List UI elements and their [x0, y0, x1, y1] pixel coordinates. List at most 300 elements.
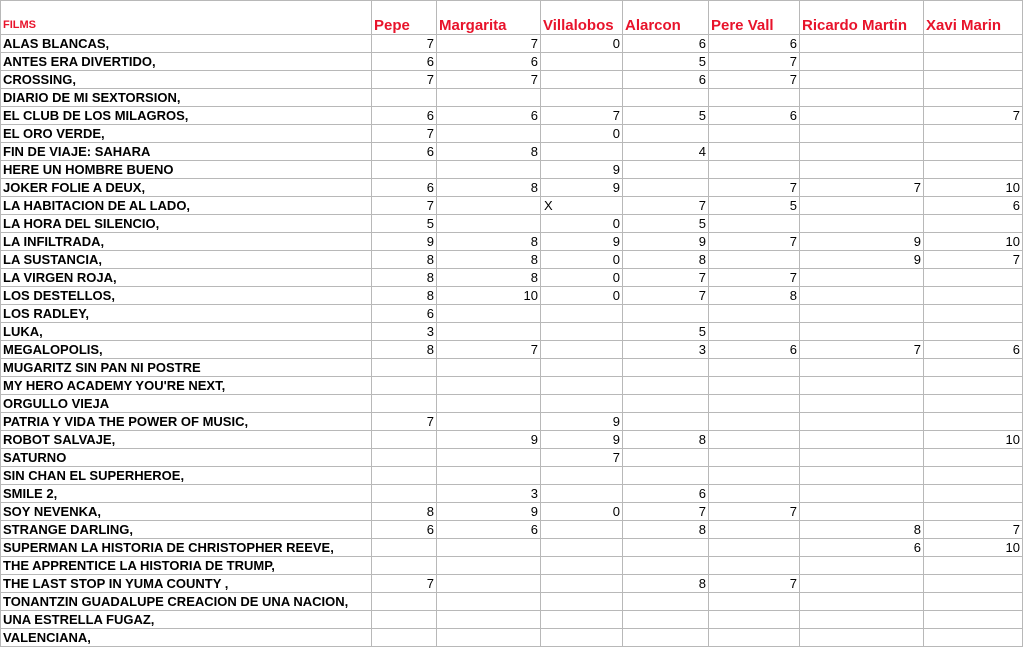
score-cell[interactable]: [437, 593, 541, 611]
score-cell[interactable]: [924, 305, 1023, 323]
score-cell[interactable]: 7: [437, 341, 541, 359]
table-row: [1, 197, 1023, 215]
score-cell[interactable]: [924, 89, 1023, 107]
score-cell[interactable]: [800, 215, 924, 233]
film-title-cell[interactable]: HERE UN HOMBRE BUENO: [1, 161, 372, 179]
table-row: [1, 557, 1023, 575]
score-cell[interactable]: 9: [541, 161, 623, 179]
score-cell[interactable]: 8: [437, 179, 541, 197]
score-cell[interactable]: [924, 629, 1023, 647]
score-cell[interactable]: [541, 377, 623, 395]
score-cell[interactable]: [541, 71, 623, 89]
score-cell[interactable]: 9: [372, 233, 437, 251]
score-cell[interactable]: 7: [709, 269, 800, 287]
score-cell[interactable]: [709, 125, 800, 143]
score-cell[interactable]: [437, 629, 541, 647]
score-cell[interactable]: [437, 359, 541, 377]
score-cell[interactable]: 6: [709, 35, 800, 53]
score-cell[interactable]: 7: [372, 35, 437, 53]
table-row: [1, 305, 1023, 323]
score-cell[interactable]: 9: [541, 179, 623, 197]
score-cell[interactable]: 9: [800, 233, 924, 251]
score-cell[interactable]: 6: [372, 179, 437, 197]
score-cell[interactable]: [924, 557, 1023, 575]
score-cell[interactable]: 8: [800, 521, 924, 539]
score-cell[interactable]: [623, 395, 709, 413]
score-cell[interactable]: 6: [800, 539, 924, 557]
score-cell[interactable]: 7: [709, 233, 800, 251]
score-cell[interactable]: [623, 611, 709, 629]
film-title-cell[interactable]: SATURNO: [1, 449, 372, 467]
score-cell[interactable]: 0: [541, 35, 623, 53]
score-cell[interactable]: 7: [623, 287, 709, 305]
score-cell[interactable]: [541, 323, 623, 341]
score-cell[interactable]: [623, 161, 709, 179]
score-cell[interactable]: [924, 269, 1023, 287]
score-cell[interactable]: [541, 485, 623, 503]
film-title-cell[interactable]: SMILE 2,: [1, 485, 372, 503]
critic-header-margarita[interactable]: Margarita: [437, 1, 541, 35]
score-cell[interactable]: [924, 575, 1023, 593]
score-cell[interactable]: 7: [623, 503, 709, 521]
score-cell[interactable]: [709, 539, 800, 557]
score-cell[interactable]: [800, 107, 924, 125]
score-cell[interactable]: [800, 359, 924, 377]
score-cell[interactable]: [709, 611, 800, 629]
score-cell[interactable]: [800, 503, 924, 521]
score-cell[interactable]: [541, 143, 623, 161]
table-row: [1, 215, 1023, 233]
score-cell[interactable]: [924, 71, 1023, 89]
score-cell[interactable]: 0: [541, 287, 623, 305]
score-cell[interactable]: 6: [372, 107, 437, 125]
table-row: [1, 539, 1023, 557]
score-cell[interactable]: [924, 395, 1023, 413]
score-cell[interactable]: 0: [541, 125, 623, 143]
film-title-cell[interactable]: LA SUSTANCIA,: [1, 251, 372, 269]
score-cell[interactable]: 10: [924, 179, 1023, 197]
score-cell[interactable]: [541, 629, 623, 647]
score-cell[interactable]: [709, 395, 800, 413]
score-cell[interactable]: 5: [623, 107, 709, 125]
critic-header-pere-vall[interactable]: Pere Vall: [709, 1, 800, 35]
score-cell[interactable]: 6: [623, 35, 709, 53]
score-cell[interactable]: [372, 431, 437, 449]
score-cell[interactable]: [800, 35, 924, 53]
score-cell[interactable]: [800, 161, 924, 179]
score-cell[interactable]: [924, 485, 1023, 503]
score-cell[interactable]: 10: [437, 287, 541, 305]
score-cell[interactable]: [800, 449, 924, 467]
score-cell[interactable]: [437, 215, 541, 233]
score-cell[interactable]: [372, 359, 437, 377]
score-cell[interactable]: [709, 557, 800, 575]
score-cell[interactable]: 8: [437, 143, 541, 161]
score-cell[interactable]: 8: [372, 503, 437, 521]
score-cell[interactable]: 10: [924, 431, 1023, 449]
score-cell[interactable]: 6: [924, 197, 1023, 215]
score-cell[interactable]: 7: [372, 125, 437, 143]
critic-header-xavi-marin[interactable]: Xavi Marin: [924, 1, 1023, 35]
score-cell[interactable]: 6: [437, 521, 541, 539]
score-cell[interactable]: [800, 53, 924, 71]
film-title-cell[interactable]: MUGARITZ SIN PAN NI POSTRE: [1, 359, 372, 377]
score-cell[interactable]: 7: [800, 179, 924, 197]
score-cell[interactable]: 3: [437, 485, 541, 503]
score-cell[interactable]: [541, 395, 623, 413]
score-cell[interactable]: [800, 71, 924, 89]
score-cell[interactable]: [372, 611, 437, 629]
film-title-cell[interactable]: ROBOT SALVAJE,: [1, 431, 372, 449]
score-cell[interactable]: [924, 359, 1023, 377]
score-cell[interactable]: 8: [437, 233, 541, 251]
table-row: [1, 89, 1023, 107]
score-cell[interactable]: 0: [541, 503, 623, 521]
score-cell[interactable]: [800, 413, 924, 431]
score-cell[interactable]: 8: [709, 287, 800, 305]
score-cell[interactable]: [800, 611, 924, 629]
score-cell[interactable]: 6: [623, 485, 709, 503]
film-title-cell[interactable]: EL ORO VERDE,: [1, 125, 372, 143]
score-cell[interactable]: 7: [709, 503, 800, 521]
score-cell[interactable]: 6: [437, 53, 541, 71]
score-cell[interactable]: [709, 431, 800, 449]
score-cell[interactable]: 8: [623, 251, 709, 269]
film-title-cell[interactable]: FIN DE VIAJE: SAHARA: [1, 143, 372, 161]
film-title-cell[interactable]: ANTES ERA DIVERTIDO,: [1, 53, 372, 71]
score-cell[interactable]: [372, 557, 437, 575]
header-row: [1, 1, 1023, 35]
table-row: [1, 35, 1023, 53]
score-cell[interactable]: [623, 359, 709, 377]
score-cell[interactable]: [541, 305, 623, 323]
score-cell[interactable]: [623, 89, 709, 107]
score-cell[interactable]: [709, 143, 800, 161]
score-cell[interactable]: 7: [709, 71, 800, 89]
score-cell[interactable]: [541, 557, 623, 575]
film-title-cell[interactable]: VALENCIANA,: [1, 629, 372, 647]
table-row: [1, 395, 1023, 413]
table-row: [1, 485, 1023, 503]
score-cell[interactable]: 6: [623, 71, 709, 89]
score-cell[interactable]: [541, 521, 623, 539]
score-cell[interactable]: 8: [623, 575, 709, 593]
score-cell[interactable]: 7: [372, 197, 437, 215]
score-cell[interactable]: 7: [800, 341, 924, 359]
score-cell[interactable]: [709, 377, 800, 395]
score-cell[interactable]: [541, 539, 623, 557]
score-cell[interactable]: [924, 413, 1023, 431]
film-title-cell[interactable]: LA HORA DEL SILENCIO,: [1, 215, 372, 233]
score-cell[interactable]: [709, 359, 800, 377]
score-cell[interactable]: [372, 629, 437, 647]
score-cell[interactable]: [709, 161, 800, 179]
score-cell[interactable]: [709, 215, 800, 233]
film-title-cell[interactable]: TONANTZIN GUADALUPE CREACION DE UNA NACION,: [1, 593, 372, 611]
score-cell[interactable]: [437, 611, 541, 629]
score-cell[interactable]: [924, 53, 1023, 71]
score-cell[interactable]: [709, 485, 800, 503]
score-cell[interactable]: [800, 89, 924, 107]
films-header-cell[interactable]: FILMS: [1, 1, 372, 35]
score-cell[interactable]: 5: [623, 53, 709, 71]
score-cell[interactable]: 6: [372, 53, 437, 71]
score-cell[interactable]: 9: [800, 251, 924, 269]
score-cell[interactable]: 9: [623, 233, 709, 251]
film-title-cell[interactable]: LA HABITACION DE AL LADO,: [1, 197, 372, 215]
score-cell[interactable]: 8: [372, 287, 437, 305]
table-row: [1, 359, 1023, 377]
film-title-cell[interactable]: THE APPRENTICE LA HISTORIA DE TRUMP,: [1, 557, 372, 575]
score-cell[interactable]: [924, 467, 1023, 485]
critic-header-pepe[interactable]: Pepe: [372, 1, 437, 35]
score-cell[interactable]: 8: [372, 251, 437, 269]
score-cell[interactable]: 9: [437, 503, 541, 521]
score-cell[interactable]: 7: [623, 269, 709, 287]
score-cell[interactable]: [924, 593, 1023, 611]
score-cell[interactable]: [924, 323, 1023, 341]
score-cell[interactable]: [623, 305, 709, 323]
score-cell[interactable]: 6: [437, 107, 541, 125]
film-title-cell[interactable]: JOKER FOLIE A DEUX,: [1, 179, 372, 197]
score-cell[interactable]: 8: [623, 431, 709, 449]
score-cell[interactable]: [800, 269, 924, 287]
score-cell[interactable]: [924, 377, 1023, 395]
score-cell[interactable]: [924, 503, 1023, 521]
score-cell[interactable]: [372, 377, 437, 395]
score-cell[interactable]: 5: [623, 323, 709, 341]
score-cell[interactable]: [800, 467, 924, 485]
score-cell[interactable]: 7: [924, 107, 1023, 125]
score-cell[interactable]: [709, 89, 800, 107]
film-title-cell[interactable]: LOS RADLEY,: [1, 305, 372, 323]
score-cell[interactable]: [437, 467, 541, 485]
score-cell[interactable]: 0: [541, 251, 623, 269]
score-cell[interactable]: 7: [437, 71, 541, 89]
table-row: [1, 593, 1023, 611]
score-cell[interactable]: 7: [623, 197, 709, 215]
score-cell[interactable]: [800, 593, 924, 611]
score-cell[interactable]: 8: [437, 269, 541, 287]
table-row: [1, 629, 1023, 647]
score-cell[interactable]: [623, 377, 709, 395]
score-cell[interactable]: [800, 575, 924, 593]
score-cell[interactable]: [623, 467, 709, 485]
film-title-cell[interactable]: MY HERO ACADEMY YOU'RE NEXT,: [1, 377, 372, 395]
film-title-cell[interactable]: SIN CHAN EL SUPERHEROE,: [1, 467, 372, 485]
score-cell[interactable]: 3: [372, 323, 437, 341]
film-title-cell[interactable]: LA VIRGEN ROJA,: [1, 269, 372, 287]
score-cell[interactable]: [623, 449, 709, 467]
score-cell[interactable]: 6: [372, 305, 437, 323]
score-cell[interactable]: 0: [541, 269, 623, 287]
score-cell[interactable]: [623, 593, 709, 611]
score-cell[interactable]: [924, 125, 1023, 143]
table-row: [1, 467, 1023, 485]
film-title-cell[interactable]: SUPERMAN LA HISTORIA DE CHRISTOPHER REEVE,: [1, 539, 372, 557]
score-cell[interactable]: 6: [372, 143, 437, 161]
score-cell[interactable]: [372, 449, 437, 467]
score-cell[interactable]: [623, 413, 709, 431]
score-cell[interactable]: [709, 593, 800, 611]
film-title-cell[interactable]: LOS DESTELLOS,: [1, 287, 372, 305]
score-cell[interactable]: 5: [372, 215, 437, 233]
score-cell[interactable]: [623, 557, 709, 575]
film-title-cell[interactable]: THE LAST STOP IN YUMA COUNTY ,: [1, 575, 372, 593]
film-title-cell[interactable]: SOY NEVENKA,: [1, 503, 372, 521]
film-title-cell[interactable]: STRANGE DARLING,: [1, 521, 372, 539]
film-title-cell[interactable]: DIARIO DE MI SEXTORSION,: [1, 89, 372, 107]
score-cell[interactable]: 0: [541, 215, 623, 233]
score-cell[interactable]: [372, 395, 437, 413]
score-cell[interactable]: [800, 323, 924, 341]
score-cell[interactable]: 6: [709, 107, 800, 125]
score-cell[interactable]: [924, 35, 1023, 53]
score-cell[interactable]: [924, 287, 1023, 305]
score-cell[interactable]: [924, 161, 1023, 179]
score-cell[interactable]: [800, 143, 924, 161]
score-cell[interactable]: [709, 305, 800, 323]
score-cell[interactable]: [800, 125, 924, 143]
score-cell[interactable]: [800, 629, 924, 647]
score-cell[interactable]: 7: [709, 53, 800, 71]
score-cell[interactable]: 8: [437, 251, 541, 269]
score-cell[interactable]: 6: [372, 521, 437, 539]
score-cell[interactable]: [372, 593, 437, 611]
film-title-cell[interactable]: MEGALOPOLIS,: [1, 341, 372, 359]
score-cell[interactable]: 9: [541, 431, 623, 449]
score-cell[interactable]: 7: [709, 575, 800, 593]
critic-header-alarcon[interactable]: Alarcon: [623, 1, 709, 35]
score-cell[interactable]: 10: [924, 539, 1023, 557]
score-cell[interactable]: [709, 521, 800, 539]
film-title-cell[interactable]: EL CLUB DE LOS MILAGROS,: [1, 107, 372, 125]
score-cell[interactable]: [437, 377, 541, 395]
score-cell[interactable]: [541, 53, 623, 71]
score-cell[interactable]: [800, 377, 924, 395]
score-cell[interactable]: 7: [541, 107, 623, 125]
score-cell[interactable]: [437, 323, 541, 341]
score-cell[interactable]: [623, 629, 709, 647]
score-cell[interactable]: 10: [924, 233, 1023, 251]
score-cell[interactable]: [372, 485, 437, 503]
score-cell[interactable]: [709, 251, 800, 269]
critic-header-villalobos[interactable]: Villalobos: [541, 1, 623, 35]
table-row: [1, 521, 1023, 539]
score-cell[interactable]: [709, 467, 800, 485]
score-cell[interactable]: [541, 359, 623, 377]
score-cell[interactable]: [437, 539, 541, 557]
score-cell[interactable]: [541, 593, 623, 611]
score-cell[interactable]: [541, 89, 623, 107]
score-cell[interactable]: 3: [623, 341, 709, 359]
score-cell[interactable]: [372, 161, 437, 179]
score-cell[interactable]: [541, 467, 623, 485]
score-cell[interactable]: [623, 125, 709, 143]
film-title-cell[interactable]: ORGULLO VIEJA: [1, 395, 372, 413]
score-cell[interactable]: [437, 161, 541, 179]
score-cell[interactable]: [924, 143, 1023, 161]
score-cell[interactable]: [437, 197, 541, 215]
score-cell[interactable]: 8: [372, 341, 437, 359]
critic-header-ricardo-martin[interactable]: Ricardo Martin: [800, 1, 924, 35]
score-cell[interactable]: [709, 449, 800, 467]
film-title-cell[interactable]: LUKA,: [1, 323, 372, 341]
score-cell[interactable]: [709, 323, 800, 341]
film-title-cell[interactable]: LA INFILTRADA,: [1, 233, 372, 251]
score-cell[interactable]: 7: [924, 251, 1023, 269]
score-cell[interactable]: [372, 539, 437, 557]
score-cell[interactable]: X: [541, 197, 623, 215]
score-cell[interactable]: [372, 89, 437, 107]
score-cell[interactable]: 5: [709, 197, 800, 215]
score-cell[interactable]: [541, 575, 623, 593]
score-cell[interactable]: 8: [372, 269, 437, 287]
score-cell[interactable]: 7: [372, 413, 437, 431]
score-cell[interactable]: [541, 611, 623, 629]
film-title-cell[interactable]: UNA ESTRELLA FUGAZ,: [1, 611, 372, 629]
score-cell[interactable]: [709, 413, 800, 431]
score-cell[interactable]: 5: [623, 215, 709, 233]
score-cell[interactable]: 7: [709, 179, 800, 197]
score-cell[interactable]: [437, 575, 541, 593]
film-title-cell[interactable]: PATRIA Y VIDA THE POWER OF MUSIC,: [1, 413, 372, 431]
score-cell[interactable]: [800, 287, 924, 305]
score-cell[interactable]: [437, 125, 541, 143]
score-cell[interactable]: 6: [924, 341, 1023, 359]
score-cell[interactable]: 9: [437, 431, 541, 449]
score-cell[interactable]: 7: [437, 35, 541, 53]
score-cell[interactable]: [800, 557, 924, 575]
score-cell[interactable]: [800, 197, 924, 215]
score-cell[interactable]: 4: [623, 143, 709, 161]
score-cell[interactable]: [437, 449, 541, 467]
score-cell[interactable]: [800, 431, 924, 449]
score-cell[interactable]: [437, 395, 541, 413]
film-title-cell[interactable]: CROSSING,: [1, 71, 372, 89]
score-cell[interactable]: 9: [541, 233, 623, 251]
table-row: [1, 575, 1023, 593]
score-cell[interactable]: [623, 539, 709, 557]
sheet-body: [1, 35, 1023, 647]
score-cell[interactable]: [372, 467, 437, 485]
table-row: [1, 143, 1023, 161]
score-cell[interactable]: 7: [541, 449, 623, 467]
score-cell[interactable]: 7: [372, 575, 437, 593]
score-cell[interactable]: 7: [924, 521, 1023, 539]
score-cell[interactable]: [709, 629, 800, 647]
score-cell[interactable]: 7: [372, 71, 437, 89]
score-cell[interactable]: [437, 305, 541, 323]
score-cell[interactable]: [541, 341, 623, 359]
score-cell[interactable]: [924, 449, 1023, 467]
table-row: [1, 449, 1023, 467]
score-cell[interactable]: [623, 179, 709, 197]
score-cell[interactable]: [924, 611, 1023, 629]
score-cell[interactable]: [800, 395, 924, 413]
table-row: [1, 233, 1023, 251]
score-cell[interactable]: 6: [709, 341, 800, 359]
score-cell[interactable]: [800, 485, 924, 503]
score-cell[interactable]: 8: [623, 521, 709, 539]
score-cell[interactable]: 9: [541, 413, 623, 431]
film-title-cell[interactable]: ALAS BLANCAS,: [1, 35, 372, 53]
score-cell[interactable]: [437, 557, 541, 575]
score-cell[interactable]: [437, 413, 541, 431]
score-cell[interactable]: [800, 305, 924, 323]
score-cell[interactable]: [924, 215, 1023, 233]
score-cell[interactable]: [437, 89, 541, 107]
